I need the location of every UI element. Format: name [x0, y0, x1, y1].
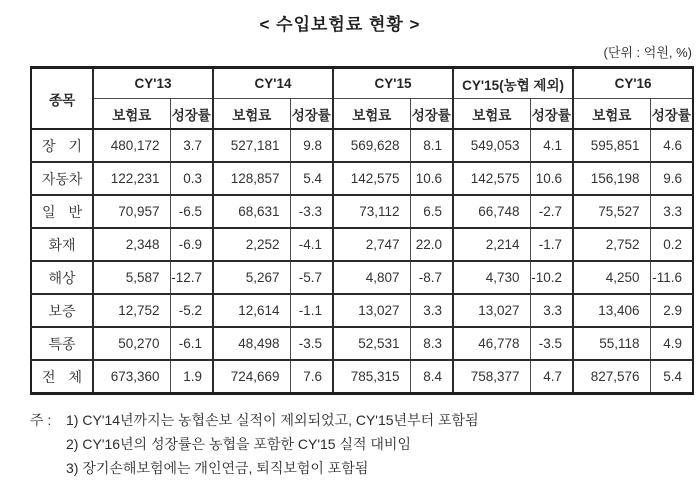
cell-growth: -1.1: [290, 294, 333, 327]
table-row-longterm: [31, 129, 693, 162]
cell-premium: 66,748: [453, 195, 530, 228]
footnote-line-1: [30, 408, 700, 432]
cell-growth: 0.3: [170, 162, 213, 195]
cell-growth: 3.3: [530, 294, 573, 327]
cell-growth: 4.7: [530, 360, 573, 394]
cell-growth: 4.6: [650, 129, 693, 162]
sub-header-growth: 성장률: [290, 99, 333, 130]
cell-premium: 73,112: [333, 195, 410, 228]
cell-growth: 9.6: [650, 162, 693, 195]
header-row-sub: [31, 99, 693, 130]
cell-growth: -1.7: [530, 228, 573, 261]
sub-header-premium: 보험료: [453, 99, 530, 130]
row-label: 장 기: [31, 129, 93, 162]
cell-premium: 4,250: [573, 261, 650, 294]
sub-header-premium: 보험료: [213, 99, 290, 130]
cell-premium: 68,631: [213, 195, 290, 228]
cell-premium: 2,252: [213, 228, 290, 261]
year-header-cy14: CY'14: [213, 68, 333, 99]
sub-header-premium: 보험료: [573, 99, 650, 130]
cell-premium: 50,270: [93, 327, 170, 360]
cell-growth: -3.5: [530, 327, 573, 360]
cell-growth: 4.1: [530, 129, 573, 162]
row-label: 특종: [31, 327, 93, 360]
footnote-line-2: [30, 432, 700, 456]
cell-premium: 46,778: [453, 327, 530, 360]
sub-header-growth: 성장률: [650, 99, 693, 130]
cell-premium: 5,587: [93, 261, 170, 294]
cell-premium: 75,527: [573, 195, 650, 228]
cell-premium: 2,214: [453, 228, 530, 261]
cell-premium: 122,231: [93, 162, 170, 195]
row-label: 자동차: [31, 162, 93, 195]
cell-premium: 70,957: [93, 195, 170, 228]
cell-growth: 10.6: [410, 162, 453, 195]
cell-growth: 3.3: [650, 195, 693, 228]
cell-premium: 4,730: [453, 261, 530, 294]
cell-premium: 156,198: [573, 162, 650, 195]
cell-growth: -5.2: [170, 294, 213, 327]
document-page: [0, 10, 700, 476]
cell-growth: 9.8: [290, 129, 333, 162]
cell-premium: 12,752: [93, 294, 170, 327]
cell-growth: 2.9: [650, 294, 693, 327]
cell-premium: 52,531: [333, 327, 410, 360]
footnote-text: 3) 장기손해보험에는 개인연금, 퇴직보험이 포함됨: [66, 460, 369, 476]
sub-header-growth: 성장률: [410, 99, 453, 130]
sub-header-premium: 보험료: [333, 99, 410, 130]
cell-premium: 55,118: [573, 327, 650, 360]
table-row-guarantee: [31, 294, 693, 327]
cell-premium: 758,377: [453, 360, 530, 394]
table-row-marine: [31, 261, 693, 294]
premium-income-table: [30, 66, 694, 395]
cell-growth: -2.7: [530, 195, 573, 228]
cell-premium: 595,851: [573, 129, 650, 162]
unit-note: (단위 : 억원, %): [603, 45, 692, 60]
cell-premium: 128,857: [213, 162, 290, 195]
table-row-fire: [31, 228, 693, 261]
cell-growth: 1.9: [170, 360, 213, 394]
row-label: 화재: [31, 228, 93, 261]
cell-growth: -6.9: [170, 228, 213, 261]
cell-premium: 2,747: [333, 228, 410, 261]
table-row-special: [31, 327, 693, 360]
row-label: 해상: [31, 261, 93, 294]
cell-growth: -11.6: [650, 261, 693, 294]
cell-growth: 3.3: [410, 294, 453, 327]
cell-premium: 13,027: [333, 294, 410, 327]
page-title: < 수입보험료 현황 >: [259, 15, 421, 34]
cell-growth: -10.2: [530, 261, 573, 294]
cell-growth: -6.5: [170, 195, 213, 228]
cell-growth: 0.2: [650, 228, 693, 261]
cell-premium: 12,614: [213, 294, 290, 327]
cell-premium: 480,172: [93, 129, 170, 162]
cell-premium: 549,053: [453, 129, 530, 162]
cell-growth: 5.4: [290, 162, 333, 195]
footnote-prefix: 주 :: [30, 412, 52, 428]
cell-premium: 673,360: [93, 360, 170, 394]
sub-header-premium: 보험료: [93, 99, 170, 130]
cell-growth: -4.1: [290, 228, 333, 261]
cell-growth: 4.9: [650, 327, 693, 360]
footnote-line-3: [30, 456, 700, 480]
cell-premium: 2,752: [573, 228, 650, 261]
cell-premium: 142,575: [453, 162, 530, 195]
cell-premium: 4,807: [333, 261, 410, 294]
cell-premium: 142,575: [333, 162, 410, 195]
row-label: 전 체: [31, 360, 93, 394]
cell-premium: 13,027: [453, 294, 530, 327]
footnote-text: 2) CY'16년의 성장률은 농협을 포함한 CY'15 실적 대비임: [66, 436, 411, 452]
cell-premium: 5,267: [213, 261, 290, 294]
cell-growth: -8.7: [410, 261, 453, 294]
cell-growth: 8.4: [410, 360, 453, 394]
corner-header: 종목: [31, 68, 93, 130]
sub-header-growth: 성장률: [530, 99, 573, 130]
year-header-cy15: CY'15: [333, 68, 453, 99]
footnotes: [30, 408, 700, 480]
year-header-cy15-ex-nh: CY'15(농협 제외): [453, 68, 573, 99]
cell-growth: 8.1: [410, 129, 453, 162]
footnote-text: 1) CY'14년까지는 농협손보 실적이 제외되었고, CY'15년부터 포함됨: [66, 412, 479, 428]
cell-growth: -3.5: [290, 327, 333, 360]
cell-growth: -5.7: [290, 261, 333, 294]
cell-growth: 22.0: [410, 228, 453, 261]
cell-growth: 6.5: [410, 195, 453, 228]
year-header-cy16: CY'16: [573, 68, 693, 99]
cell-premium: 48,498: [213, 327, 290, 360]
row-label: 일 반: [31, 195, 93, 228]
table-row-total: [31, 360, 693, 394]
cell-growth: 3.7: [170, 129, 213, 162]
cell-growth: 5.4: [650, 360, 693, 394]
table-row-general: [31, 195, 693, 228]
table-row-auto: [31, 162, 693, 195]
cell-growth: -6.1: [170, 327, 213, 360]
row-label: 보증: [31, 294, 93, 327]
cell-premium: 724,669: [213, 360, 290, 394]
year-header-cy13: CY'13: [93, 68, 213, 99]
cell-premium: 785,315: [333, 360, 410, 394]
cell-premium: 527,181: [213, 129, 290, 162]
cell-growth: 10.6: [530, 162, 573, 195]
header-row-years: [31, 68, 693, 99]
cell-growth: -3.3: [290, 195, 333, 228]
cell-growth: -12.7: [170, 261, 213, 294]
sub-header-growth: 성장률: [170, 99, 213, 130]
cell-growth: 8.3: [410, 327, 453, 360]
cell-growth: 7.6: [290, 360, 333, 394]
cell-premium: 827,576: [573, 360, 650, 394]
cell-premium: 569,628: [333, 129, 410, 162]
cell-premium: 13,406: [573, 294, 650, 327]
cell-premium: 2,348: [93, 228, 170, 261]
